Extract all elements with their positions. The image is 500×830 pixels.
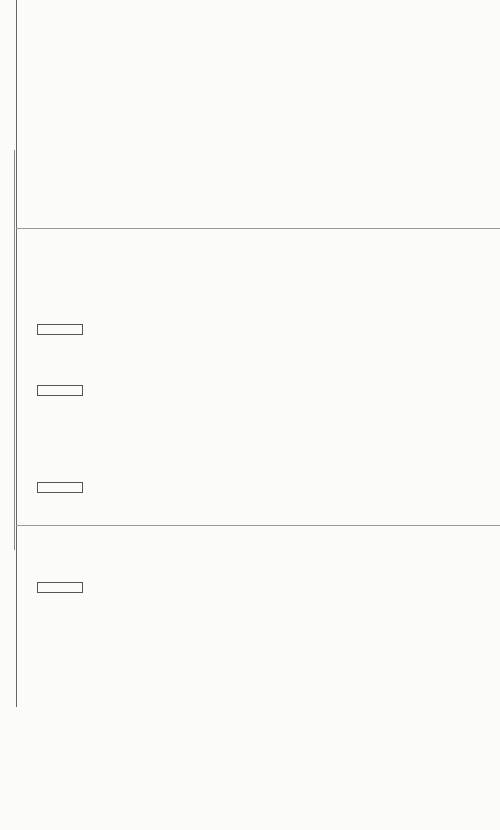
poetry-line xyxy=(35,474,498,482)
poetry-line xyxy=(35,483,498,491)
classical-line xyxy=(35,587,498,595)
poetry-line xyxy=(35,298,498,306)
poetry-line xyxy=(35,416,498,424)
poetry-line xyxy=(35,357,498,365)
literature-line xyxy=(35,61,498,69)
classical-line xyxy=(35,788,498,796)
classical-lines xyxy=(35,528,498,830)
literature-line xyxy=(35,128,498,136)
classical-line xyxy=(35,654,498,662)
poetry-line xyxy=(35,516,498,524)
poetry-line xyxy=(35,239,498,247)
poetry-line xyxy=(35,500,498,508)
classical-line xyxy=(35,763,498,771)
poetry-box-2 xyxy=(37,385,83,396)
classical-line xyxy=(35,813,498,821)
literature-line xyxy=(35,103,498,111)
classical-line xyxy=(35,629,498,637)
poetry-line xyxy=(35,231,498,239)
literature-line xyxy=(35,187,498,195)
poetry-box-1 xyxy=(37,324,83,335)
classical-line xyxy=(35,822,498,830)
literature-line xyxy=(35,2,498,10)
poetry-line xyxy=(35,449,498,457)
literature-line xyxy=(35,119,498,127)
literature-lines xyxy=(35,2,498,245)
literature-line xyxy=(35,136,498,144)
classical-line xyxy=(35,687,498,695)
poetry-line xyxy=(35,374,498,382)
poetry-line xyxy=(35,265,498,273)
poetry-line xyxy=(35,348,498,356)
poetry-line xyxy=(35,340,498,348)
poetry-line xyxy=(35,458,498,466)
classical-line xyxy=(35,721,498,729)
classical-line xyxy=(35,536,498,544)
classical-line xyxy=(35,679,498,687)
literature-line xyxy=(35,10,498,18)
classical-line xyxy=(35,797,498,805)
literature-line xyxy=(35,36,498,44)
poetry-line xyxy=(35,466,498,474)
literature-line xyxy=(35,195,498,203)
literature-line xyxy=(35,161,498,169)
literature-line xyxy=(35,170,498,178)
literature-line xyxy=(35,212,498,220)
page-title xyxy=(2,150,15,550)
poetry-line xyxy=(35,432,498,440)
classical-section xyxy=(16,526,500,707)
poetry-line xyxy=(35,407,498,415)
literature-line xyxy=(35,52,498,60)
poetry-line xyxy=(35,390,498,398)
literature-line xyxy=(35,94,498,102)
classical-box xyxy=(37,582,83,593)
poetry-line xyxy=(35,491,498,499)
classical-line xyxy=(35,671,498,679)
poetry-line xyxy=(35,365,498,373)
classical-line xyxy=(35,595,498,603)
classical-line xyxy=(35,570,498,578)
classical-line xyxy=(35,604,498,612)
classical-line xyxy=(35,578,498,586)
poetry-line xyxy=(35,281,498,289)
poetry-line xyxy=(35,273,498,281)
poetry-section xyxy=(16,229,500,525)
literature-line xyxy=(35,203,498,211)
classical-line xyxy=(35,662,498,670)
classical-line xyxy=(35,612,498,620)
classical-line xyxy=(35,528,498,536)
classical-line xyxy=(35,805,498,813)
literature-line xyxy=(35,86,498,94)
classical-line xyxy=(35,545,498,553)
poetry-line xyxy=(35,332,498,340)
classical-line xyxy=(35,620,498,628)
poetry-line xyxy=(35,399,498,407)
literature-line xyxy=(35,111,498,119)
poetry-line xyxy=(35,256,498,264)
poetry-line xyxy=(35,508,498,516)
literature-line xyxy=(35,69,498,77)
classical-line xyxy=(35,771,498,779)
literature-line xyxy=(35,19,498,27)
classical-line xyxy=(35,553,498,561)
classical-line xyxy=(35,696,498,704)
poetry-line xyxy=(35,323,498,331)
classical-line xyxy=(35,755,498,763)
poetry-box-3 xyxy=(37,482,83,493)
classical-line xyxy=(35,729,498,737)
poetry-line xyxy=(35,441,498,449)
classical-line xyxy=(35,645,498,653)
literature-section xyxy=(16,0,500,228)
classical-line xyxy=(35,637,498,645)
classical-line xyxy=(35,713,498,721)
classical-line xyxy=(35,738,498,746)
literature-line xyxy=(35,44,498,52)
classical-line xyxy=(35,704,498,712)
poetry-line xyxy=(35,424,498,432)
poetry-line xyxy=(35,382,498,390)
classical-line xyxy=(35,780,498,788)
poetry-line xyxy=(35,307,498,315)
literature-line xyxy=(35,27,498,35)
literature-line xyxy=(35,145,498,153)
literature-line xyxy=(35,78,498,86)
poetry-line xyxy=(35,248,498,256)
poetry-line xyxy=(35,290,498,298)
literature-line xyxy=(35,153,498,161)
classical-line xyxy=(35,562,498,570)
literature-line xyxy=(35,178,498,186)
poetry-lines xyxy=(35,231,498,525)
classical-line xyxy=(35,746,498,754)
poetry-line xyxy=(35,315,498,323)
